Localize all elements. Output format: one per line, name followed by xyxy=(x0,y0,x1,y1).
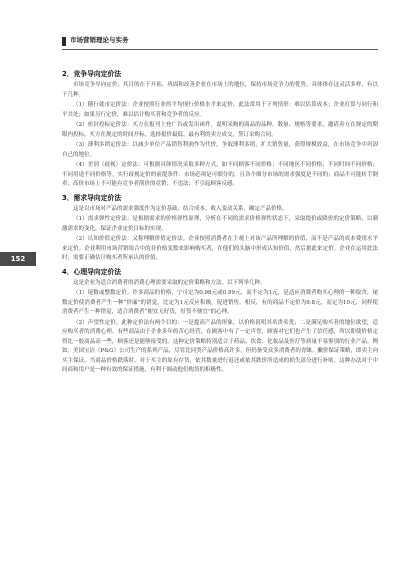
paragraph: （1）需求弹性定价法：是根据需求的价格弹性原理，分析在不同的需求价格弹性状态下，采取提价或降价的定价策略，以刺激需求的变化，保证企业定价目标的实现。 xyxy=(62,216,378,232)
section-heading: 2．竞争导向定价法 xyxy=(62,70,122,78)
paragraph: （3）薄利多销定价法：以减少单位产品销售利润作为代价，争取薄利多销，扩大销售量，获得规模效益，在市场竞争中巩固自己的地位。 xyxy=(62,142,378,158)
paragraph: 市场竞争导向定价，其目的在于开拓、巩固和改善企业在市场上的地位，保持市场竞争力的优势。具体体在这灵活多样，有以下几种。 xyxy=(62,82,378,98)
book-title: 市场营销理论与实务 xyxy=(70,36,129,44)
paragraph: （2）声望性定价。此种定价法有两个目的：一是提高产品的形象，以价格说明其名贵名优；二是满足购买者的地位欲望，适应购买者的消费心理。有些商品由于企业多年的苦心经营，在顾客中有了一定声誉，顾客对它们也产生了信任感，所以即使价格定得比一般商品高一些，顾客还是能够接受的。这种定价策略特别适合于药品、饮食、化妆品及医疗等质量不易鉴别的行业产品。例如，美国宝洁（P&G）公司生产的系列产品，尽管比同类产品价格高许多，但仍备受众多消费者的青睐。撇价保证策略，即卖主向买主保证，当商品价格跌落时，对于买主的原有存货，依其数量进行退还或依其跌价所造成的损失部分进行补贴。这种办法对于中间商和用户是一种有效的保证措施，有利于调动他们购货的积极性。 xyxy=(62,319,378,373)
running-header xyxy=(62,34,378,48)
header-rule xyxy=(62,49,378,50)
paragraph: （1）尾数或整数定价。许多商品的价格，宁可定为0.98元或0.99元，而不定为1元，是适应消费者购买心理的一种取舍，尾数定价使消费者产生一种“价廉”的错觉，比定为1元反应积极，促进销售。相反，有的商品不定价为9.8元，而定为10元，同样使消费者产生一种错觉，适合消费者“便宜无好货，好货不便宜”的心理。 xyxy=(62,290,378,315)
paragraph: （2）认知价值定价法：又称理解价值定价法。企业按照消费者在主观上对该产品所理解的价值，而不是产品的成本费用水平来定价。企业利用市场营销组合中的非价格变数来影响购买者，在他们的头脑中形成认知价值，然后据此来定价。企业在运用此法时，需要正确估计购买者所承认的价值。 xyxy=(62,236,378,261)
paragraph: 这是企业为适合消费者的消费心理需要采取的定价策略和方法。以下列举几种。 xyxy=(73,279,266,286)
page-body xyxy=(62,66,378,377)
paragraph: 这是以市场对产品的需求强度作为定价基础，结合成本、收入变动关系，确定产品价格。 xyxy=(73,205,288,212)
section-heading: 3．需求导向定价法 xyxy=(62,193,122,202)
page-number: 152 xyxy=(0,252,36,266)
paragraph: （4）差别（歧视）定价法：可根据具体情况采取多种方式，如不同顾客不同价格；不同地区不同价格；不同时间不同价格；不同用途不同价格等。实行歧视定价的前提条件：市场必须是可细分的，且各个细分市场的需求强度是不同的；商品不可能转手倒卖；高价市场上不可能有竞争者削价的竞销；不违法；不引起顾客反感。 xyxy=(62,162,378,187)
paragraph: （1）随行就市定价法：企业按照行业的平均现行价格水平来定价。此法常用于下列情形：难以估算成本；企业打算与同行和平共处；如果另行定价，难以估计购买者和竞争者的反应。 xyxy=(62,102,378,118)
header-marker xyxy=(62,37,66,46)
section-heading: 4．心理导向定价法 xyxy=(62,267,122,276)
paragraph: （2）密封投标定价法：买方在报刊上登广告或发出函件，说明采购的商品的品种、数量、规格等要求，邀请卖方在规定的期限内投标。买方在规定的时间开标，选择报价最低、最有利的卖方成交，签订采购合同。 xyxy=(62,122,378,138)
